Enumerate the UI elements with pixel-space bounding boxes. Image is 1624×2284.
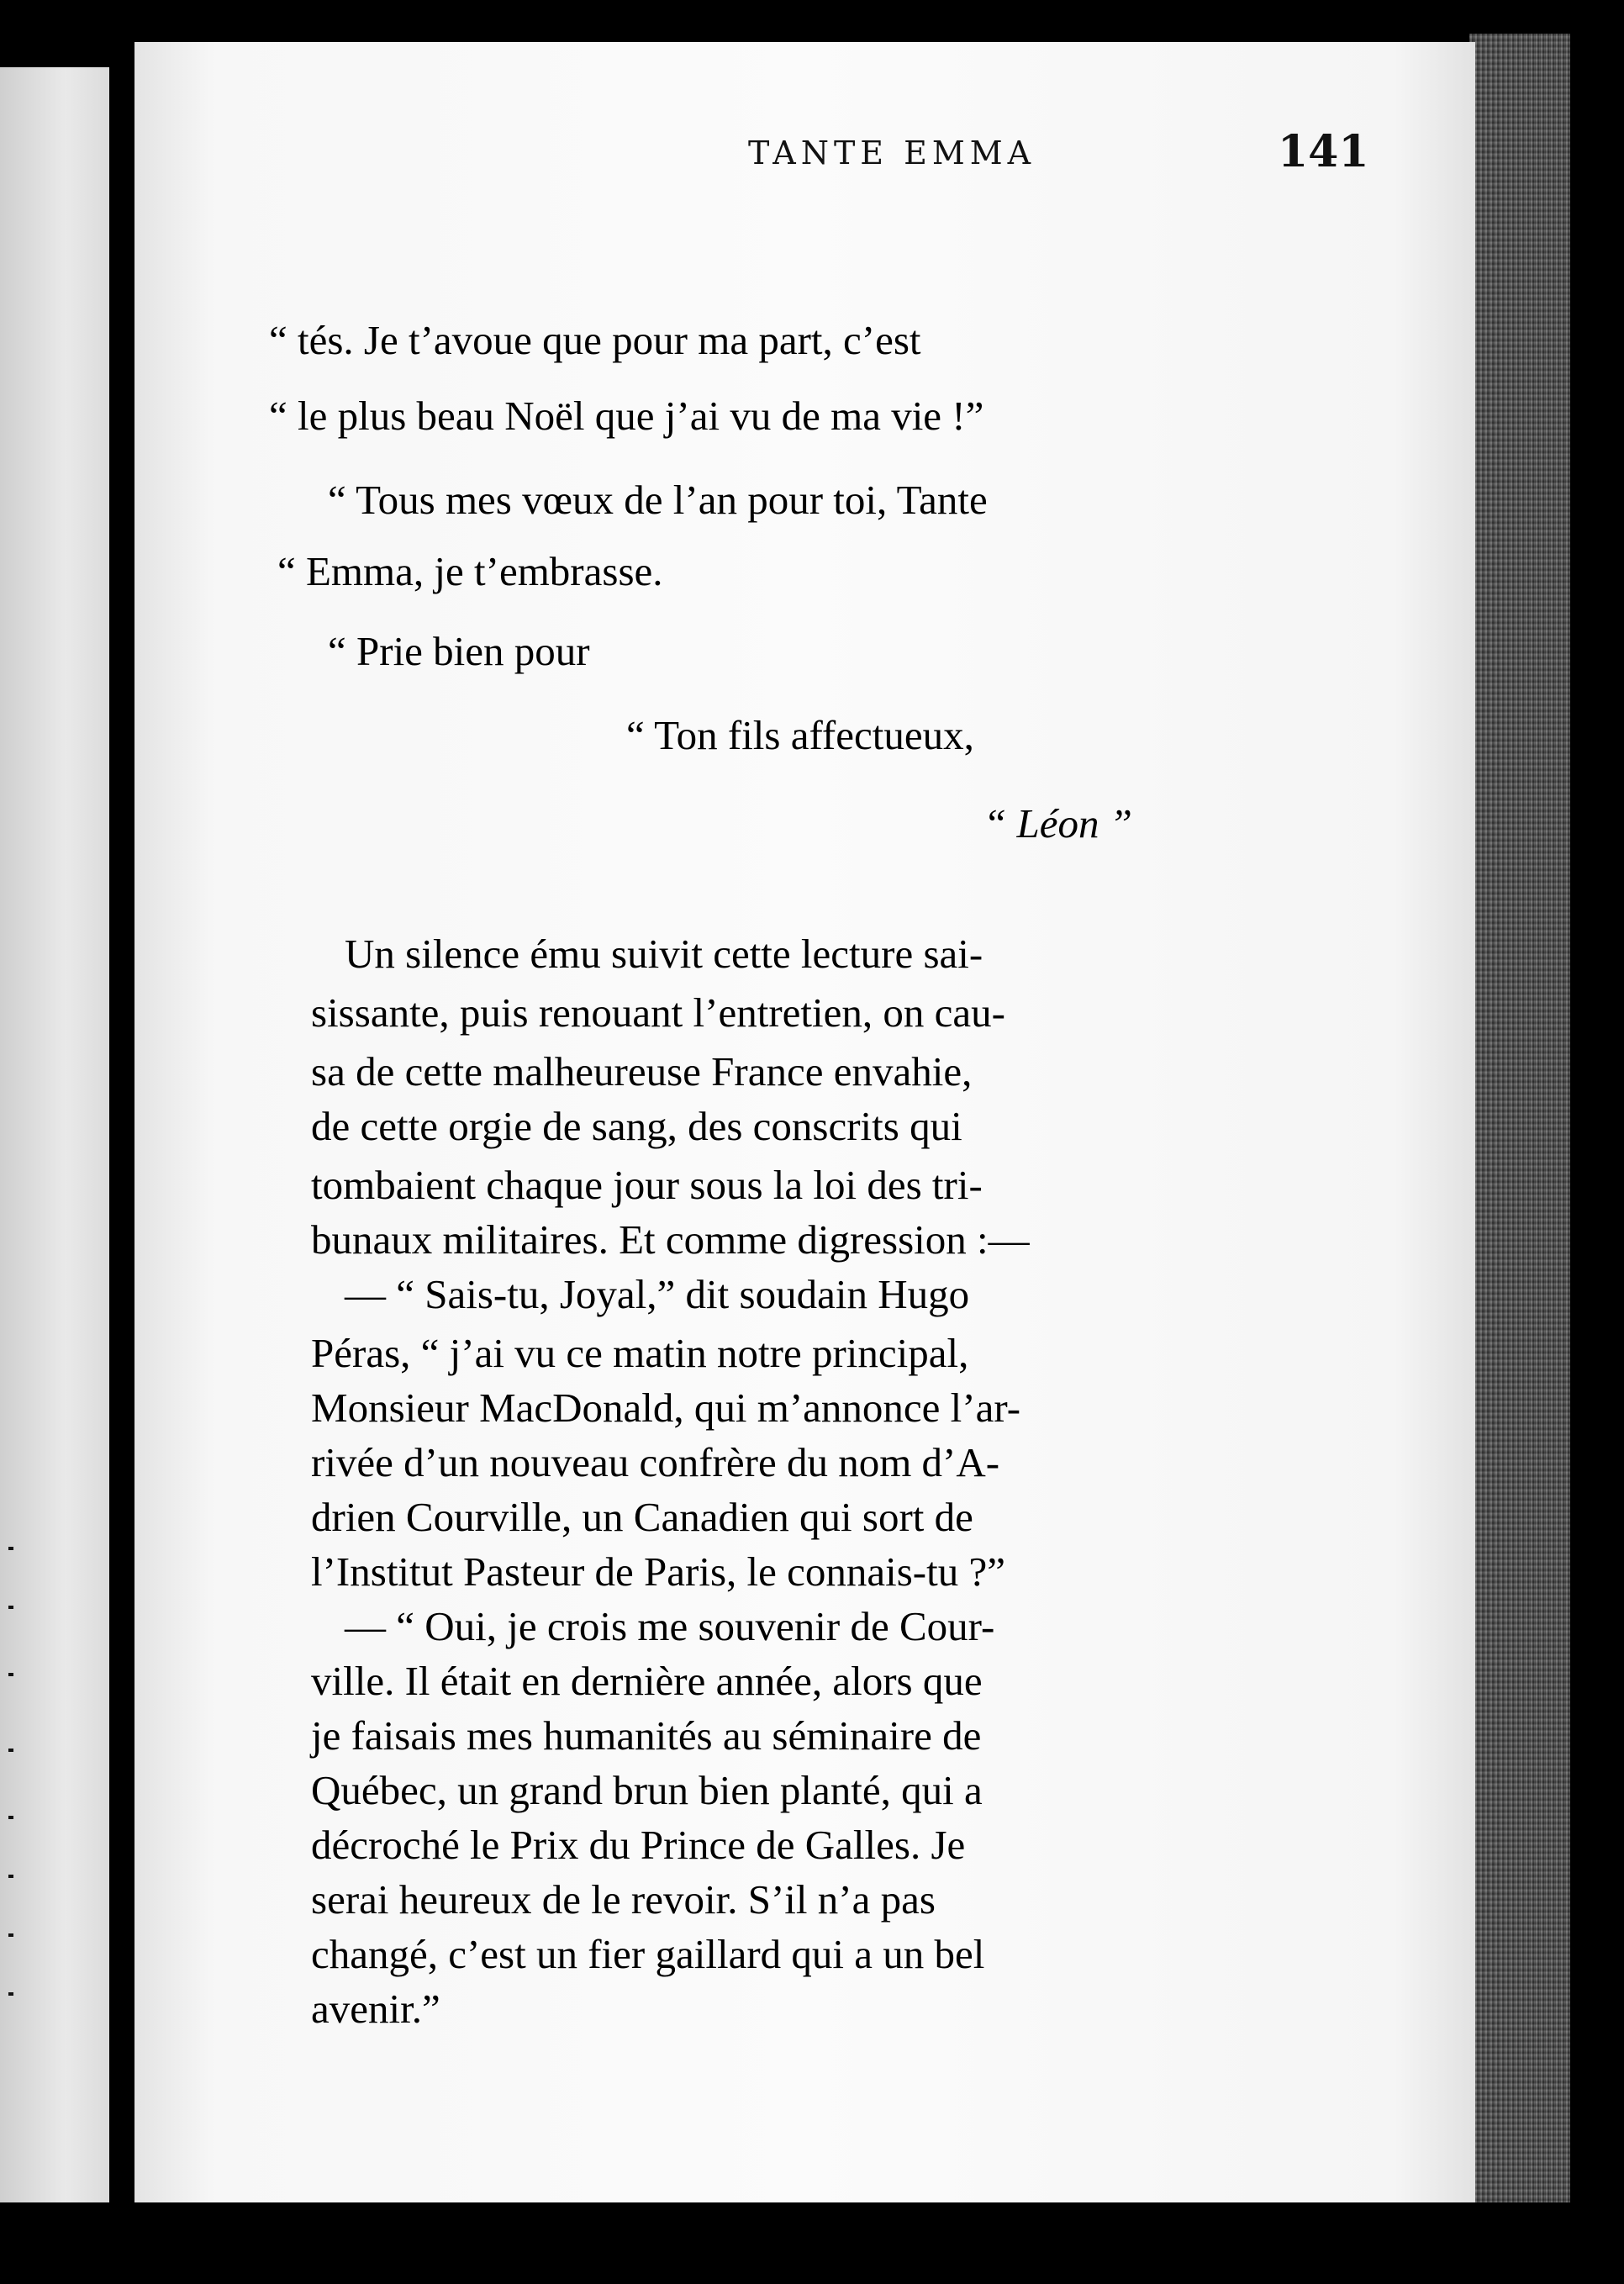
running-title: TANTE EMMA [748,135,1036,171]
running-head [311,126,1404,177]
body-line: drien Courville, un Canadien qui sort de [311,1494,973,1540]
letter-closing: “ Ton fils affectueux, [626,712,974,758]
letter-line: “ Prie bien pour [328,628,590,674]
letter-line: “ le plus beau Noël que j’ai vu de ma vie !” [269,393,984,439]
body-line: sissante, puis renouant l’entretien, on cau- [311,989,1005,1036]
left-page-mark [8,1875,13,1878]
body-line: Péras, “ j’ai vu ce matin notre principal, [311,1330,969,1376]
body-line: serai heureux de le revoir. S’il n’a pas [311,1876,936,1923]
body-line: avenir.” [311,1986,440,2032]
left-page-mark [8,1749,13,1752]
letter-line: “ Emma, je t’embrasse. [277,548,663,594]
body-line: changé, c’est un fier gaillard qui a un bel [311,1931,985,1977]
left-page-mark [8,1992,13,1996]
body-line: Un silence ému suivit cette lecture sai- [345,931,983,977]
letter-line: “ Tous mes vœux de l’an pour toi, Tante [328,477,988,523]
book-gutter [109,50,134,2236]
body-line: de cette orgie de sang, des conscrits qui [311,1103,962,1149]
left-page-mark [8,1816,13,1819]
body-line: décroché le Prix du Prince de Galles. Je [311,1822,966,1868]
left-page-mark [8,1673,13,1676]
left-facing-page-edge [0,67,109,2202]
body-line: je faisais mes humanités au séminaire de [311,1712,982,1759]
body-line: l’Institut Pasteur de Paris, le connais-tu ?” [311,1548,1005,1595]
page-edges-stack [1469,34,1570,2202]
book-page [134,42,1475,2202]
body-line: tombaient chaque jour sous la loi des tri- [311,1162,983,1208]
left-page-mark [8,1933,13,1937]
page-number: 141 [1278,126,1369,177]
body-line: rivée d’un nouveau confrère du nom d’A- [311,1439,1000,1485]
body-line: Monsieur MacDonald, qui m’annonce l’ar- [311,1385,1021,1431]
letter-signature: “ Léon ” [983,800,1133,847]
body-line: — “ Oui, je crois me souvenir de Cour- [345,1603,995,1649]
body-line: bunaux militaires. Et comme digression :— [311,1216,1030,1263]
left-page-mark [8,1547,13,1550]
letter-line: “ tés. Je t’avoue que pour ma part, c’est [269,317,921,363]
body-line: — “ Sais-tu, Joyal,” dit soudain Hugo [345,1271,970,1317]
body-line: Québec, un grand brun bien planté, qui a [311,1767,983,1813]
left-page-mark [8,1606,13,1609]
body-line: ville. Il était en dernière année, alors que [311,1658,983,1704]
body-line: sa de cette malheureuse France envahie, [311,1048,973,1095]
